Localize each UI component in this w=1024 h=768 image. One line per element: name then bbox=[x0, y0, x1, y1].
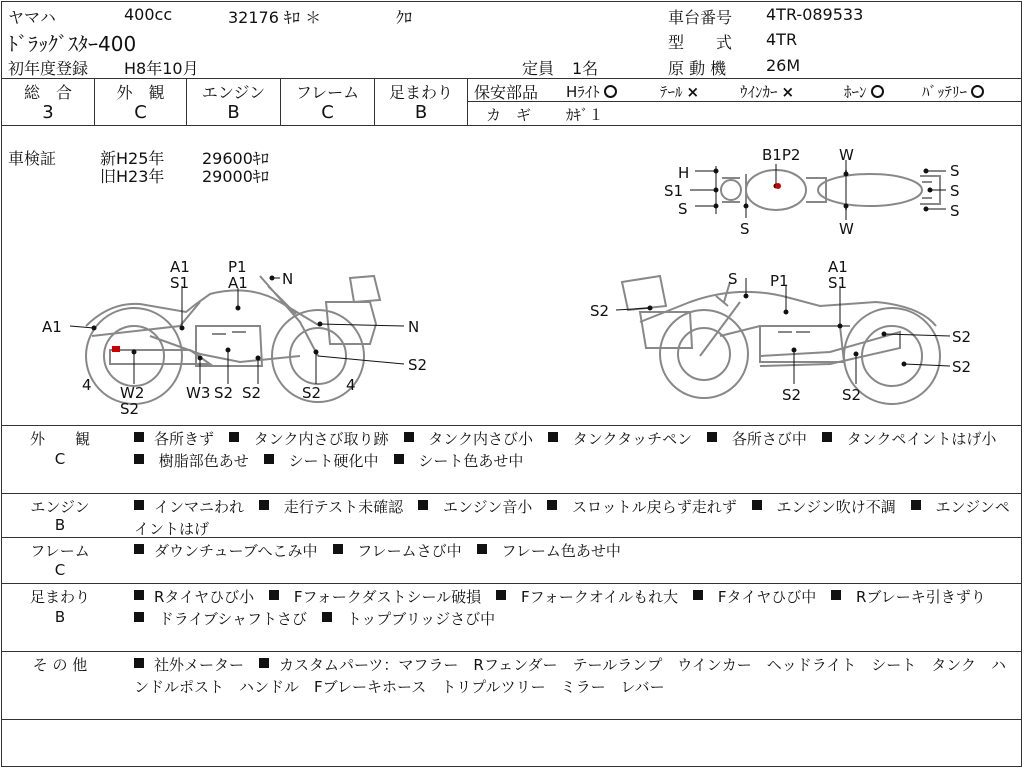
grade-overall-value: 3 bbox=[42, 102, 54, 123]
bullet-square-icon bbox=[418, 500, 428, 510]
note-other: 社外メーター カスタムパーツ：マフラー Rフェンダー テールランプ ウインカー ヘッドライト シート タンク ハンドルポスト ハンドル Fブレーキホース トリプルツリー ミラー レバー bbox=[134, 656, 1006, 696]
bullet-square-icon bbox=[547, 500, 557, 510]
first-registration-value: H8年10月 bbox=[124, 59, 199, 78]
model-name: ﾄﾞﾗｯｸﾞｽﾀｰ400 bbox=[8, 32, 137, 56]
diagram-label: 4 bbox=[346, 376, 356, 394]
first-registration-label: 初年度登録 bbox=[8, 59, 89, 78]
divider bbox=[1, 425, 1022, 426]
note-exterior-label: 外 観 bbox=[29, 430, 90, 448]
bullet-square-icon bbox=[394, 454, 404, 464]
ok-circle-icon bbox=[871, 85, 884, 98]
bullet-square-icon bbox=[333, 544, 343, 554]
bullet-square-icon bbox=[134, 544, 144, 554]
grade-frame-value: C bbox=[321, 102, 334, 123]
diagram-label: S1 bbox=[828, 274, 848, 292]
battery-status: ﾊﾞｯﾃﾘｰ bbox=[922, 81, 984, 102]
key-label: カ ギ bbox=[486, 106, 532, 124]
tail-status: ﾃｰﾙ × bbox=[660, 83, 700, 101]
divider bbox=[1, 719, 1022, 720]
inspection-old-label: 旧H23年 bbox=[100, 167, 165, 186]
note-frame: ダウンチューブへこみ中 フレームさび中 フレーム色あせ中 bbox=[134, 540, 1010, 562]
winker-status: ｳｲﾝｶｰ × bbox=[740, 83, 795, 101]
diagram-label: S bbox=[678, 200, 688, 218]
horn-status: ﾎｰﾝ bbox=[844, 81, 884, 102]
bullet-square-icon bbox=[322, 612, 332, 622]
note-engine-label: エンジン bbox=[30, 498, 90, 516]
maker: ヤマハ bbox=[8, 8, 56, 27]
grade-engine-label: エンジン bbox=[201, 83, 266, 102]
bullet-square-icon bbox=[134, 590, 144, 600]
key-value: ｶｷﾞ１ bbox=[566, 106, 604, 124]
note-exterior-grade: C bbox=[54, 450, 66, 468]
ng-cross-icon: × bbox=[686, 83, 700, 101]
bullet-square-icon bbox=[548, 432, 558, 442]
inspection-new-value: 29600ｷﾛ bbox=[202, 149, 269, 168]
bullet-square-icon bbox=[404, 432, 414, 442]
bullet-square-icon bbox=[269, 590, 279, 600]
inspection-new-label: 新H25年 bbox=[100, 149, 165, 168]
bullet-square-icon bbox=[259, 658, 269, 668]
note-frame-label: フレーム bbox=[30, 542, 90, 560]
diagram-label: W2 bbox=[120, 384, 145, 402]
mileage: 32176 ｷﾛ ＊ bbox=[228, 8, 322, 27]
chassis-number: 4TR-089533 bbox=[766, 5, 864, 24]
bullet-square-icon bbox=[707, 432, 717, 442]
inspection-label: 車検証 bbox=[8, 149, 57, 168]
note-suspension: Rタイヤひび小 Fフォークダストシール破損 Fフォークオイルもれ大 Fタイヤひび中 Rブレーキ引きずり ドライブシャフトさび トップブリッジさび中 bbox=[134, 586, 1010, 630]
note-suspension-label: 足まわり bbox=[29, 588, 90, 606]
grade-suspension-value: B bbox=[414, 102, 428, 123]
bullet-square-icon bbox=[259, 500, 269, 510]
diagram-label: P1 bbox=[228, 258, 247, 276]
diagram-label: A1 bbox=[828, 258, 848, 276]
bullet-square-icon bbox=[134, 612, 144, 622]
diagram-label: S2 bbox=[408, 356, 428, 374]
bullet-square-icon bbox=[822, 432, 832, 442]
diagram-label: W bbox=[839, 220, 854, 238]
diagram-label: S bbox=[950, 182, 960, 200]
diagram-label: A1 bbox=[228, 274, 248, 292]
note-engine: インマニわれ 走行テスト未確認 エンジン音小 スロットル戻らず走れず エンジン吹け不調 エンジンペイントはげ bbox=[134, 498, 1010, 538]
grade-exterior-label: 外 観 bbox=[116, 83, 165, 102]
bullet-square-icon bbox=[229, 432, 239, 442]
bullet-square-icon bbox=[911, 500, 921, 510]
diagram-label: B1P2 bbox=[762, 146, 801, 164]
note-other-label: そ の 他 bbox=[32, 656, 88, 674]
divider bbox=[467, 78, 468, 125]
grade-overall-label: 総 合 bbox=[23, 83, 72, 102]
displacement: 400cc bbox=[124, 5, 173, 24]
diagram-label: W bbox=[839, 146, 854, 164]
diagram-label: S2 bbox=[120, 400, 140, 418]
diagram-label: H bbox=[678, 164, 690, 182]
bullet-square-icon bbox=[134, 454, 144, 464]
diagram-label: N bbox=[408, 318, 420, 336]
diagram-label: A1 bbox=[42, 318, 62, 336]
note-exterior: 各所きず タンク内さび取り跡 タンク内さび小 タンクタッチペン 各所さび中 タンクペイントはげ小 樹脂部色あせ シート硬化中 シート色あせ中 bbox=[134, 428, 1010, 472]
diagram-label: S bbox=[950, 162, 960, 180]
diagram-label: P1 bbox=[770, 272, 789, 290]
divider bbox=[1, 493, 1022, 494]
condition-diagram bbox=[0, 126, 1022, 424]
diagram-label: S2 bbox=[214, 384, 234, 402]
engine-type-label: 原 動 機 bbox=[668, 59, 727, 78]
diagram-label: S2 bbox=[952, 328, 972, 346]
diagram-label: S2 bbox=[302, 384, 322, 402]
color: ｸﾛ bbox=[396, 8, 413, 27]
grade-exterior-value: C bbox=[134, 102, 147, 123]
type-value: 4TR bbox=[766, 30, 798, 49]
right-side-bike bbox=[622, 276, 940, 404]
inspection-old-value: 29000ｷﾛ bbox=[202, 167, 269, 186]
bullet-square-icon bbox=[134, 500, 144, 510]
safety-parts-title: 保安部品 bbox=[474, 83, 539, 102]
diagram-label: S2 bbox=[590, 302, 610, 320]
note-suspension-grade: B bbox=[54, 608, 66, 626]
ok-circle-icon bbox=[971, 85, 984, 98]
diagram-label: S2 bbox=[242, 384, 262, 402]
diagram-label: S bbox=[728, 270, 738, 288]
bullet-square-icon bbox=[496, 590, 506, 600]
ok-circle-icon bbox=[604, 85, 617, 98]
headlight-status: Hﾗｲﾄ bbox=[566, 81, 617, 102]
diagram-label: S1 bbox=[170, 274, 190, 292]
capacity-value: 1名 bbox=[572, 59, 599, 78]
grade-frame-label: フレーム bbox=[295, 83, 360, 102]
bullet-square-icon bbox=[264, 454, 274, 464]
engine-type-value: 26M bbox=[766, 56, 801, 75]
diagram-label: S2 bbox=[782, 386, 802, 404]
capacity-label: 定員 bbox=[522, 59, 555, 78]
grade-suspension-label: 足まわり bbox=[388, 83, 453, 102]
diagram-label: S1 bbox=[664, 182, 684, 200]
diagram-label: W3 bbox=[186, 384, 211, 402]
bullet-square-icon bbox=[752, 500, 762, 510]
note-engine-grade: B bbox=[54, 516, 66, 534]
diagram-label: N bbox=[282, 270, 294, 288]
divider bbox=[1, 583, 1022, 584]
diagram-label: S bbox=[950, 202, 960, 220]
diagram-label: S2 bbox=[842, 386, 862, 404]
divider bbox=[1, 651, 1022, 652]
top-view-bike bbox=[716, 166, 940, 214]
chassis-label: 車台番号 bbox=[668, 8, 733, 27]
note-frame-grade: C bbox=[54, 561, 66, 579]
ng-cross-icon: × bbox=[781, 83, 795, 101]
bullet-square-icon bbox=[477, 544, 487, 554]
diagram-label: S2 bbox=[952, 358, 972, 376]
divider bbox=[1, 78, 1022, 79]
type-label: 型 式 bbox=[668, 33, 733, 52]
diagram-label: A1 bbox=[170, 258, 190, 276]
bullet-square-icon bbox=[134, 658, 144, 668]
grade-engine-value: B bbox=[227, 102, 240, 123]
diagram-label: S bbox=[740, 220, 750, 238]
bullet-square-icon bbox=[134, 432, 144, 442]
diagram-label: 4 bbox=[82, 376, 92, 394]
bullet-square-icon bbox=[693, 590, 703, 600]
bullet-square-icon bbox=[831, 590, 841, 600]
